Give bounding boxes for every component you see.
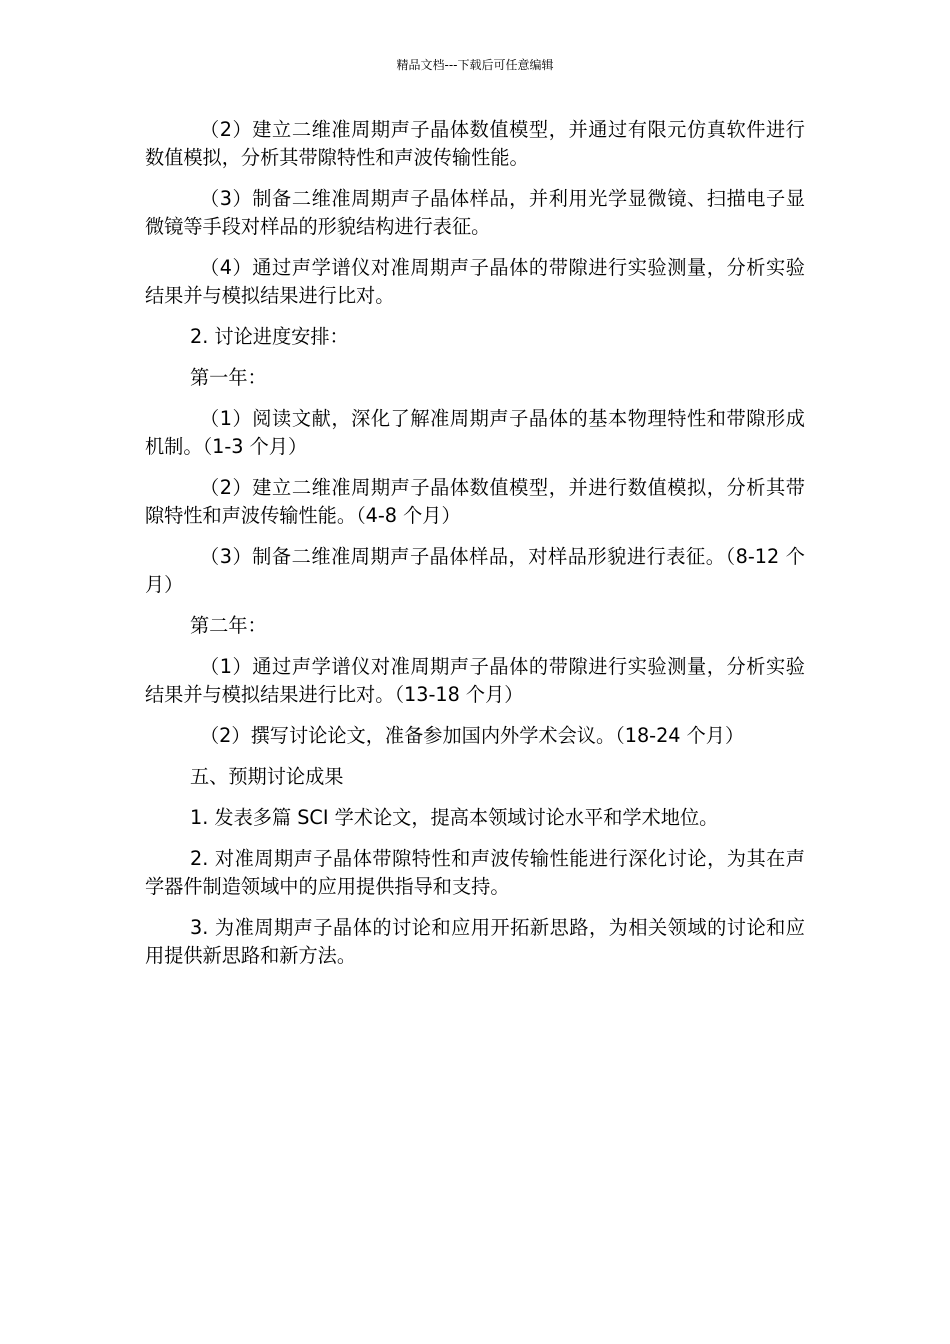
paragraph-year1-step2: （2）建立二维准周期声子晶体数值模型，并进行数值模拟，分析其带隙特性和声波传输性能。（4-8 个月）	[145, 476, 805, 527]
page-header: 精品文档---下载后可任意编辑	[396, 58, 554, 72]
document-body	[145, 116, 805, 983]
year-heading-first: 第一年：	[190, 366, 267, 389]
year-heading-second: 第二年：	[190, 614, 267, 637]
paragraph-year2-step1: （1）通过声学谱仪对准周期声子晶体的带隙进行实验测量，分析实验结果并与模拟结果进行比对。（13-18 个月）	[145, 655, 805, 706]
paragraph-year2-step2: （2）撰写讨论论文，准备参加国内外学术会议。（18-24 个月）	[200, 724, 745, 747]
paragraph-year1-step1: （1）阅读文献，深化了解准周期声子晶体的基本物理特性和带隙形成机制。（1-3 个月）	[145, 407, 805, 458]
section-heading-schedule: 2. 讨论进度安排：	[190, 325, 349, 348]
paragraph-task-3: （3）制备二维准周期声子晶体样品，并利用光学显微镜、扫描电子显微镜等手段对样品的形貌结构进行表征。	[145, 187, 805, 238]
paragraph-outcome-1: 1. 发表多篇 SCI 学术论文，提高本领域讨论水平和学术地位。	[190, 806, 719, 829]
paragraph-outcome-2: 2. 对准周期声子晶体带隙特性和声波传输性能进行深化讨论，为其在声学器件制造领域中的应用提供指导和支持。	[145, 847, 805, 898]
paragraph-year1-step3: （3）制备二维准周期声子晶体样品，对样品形貌进行表征。（8-12 个月）	[145, 545, 805, 596]
section-heading-outcomes: 五、预期讨论成果	[190, 765, 344, 788]
paragraph-outcome-3: 3. 为准周期声子晶体的讨论和应用开拓新思路，为相关领域的讨论和应用提供新思路和新方法。	[145, 916, 805, 967]
paragraph-task-4: （4）通过声学谱仪对准周期声子晶体的带隙进行实验测量，分析实验结果并与模拟结果进行比对。	[145, 256, 805, 307]
paragraph-task-2: （2）建立二维准周期声子晶体数值模型，并通过有限元仿真软件进行数值模拟，分析其带隙特性和声波传输性能。	[145, 118, 805, 169]
